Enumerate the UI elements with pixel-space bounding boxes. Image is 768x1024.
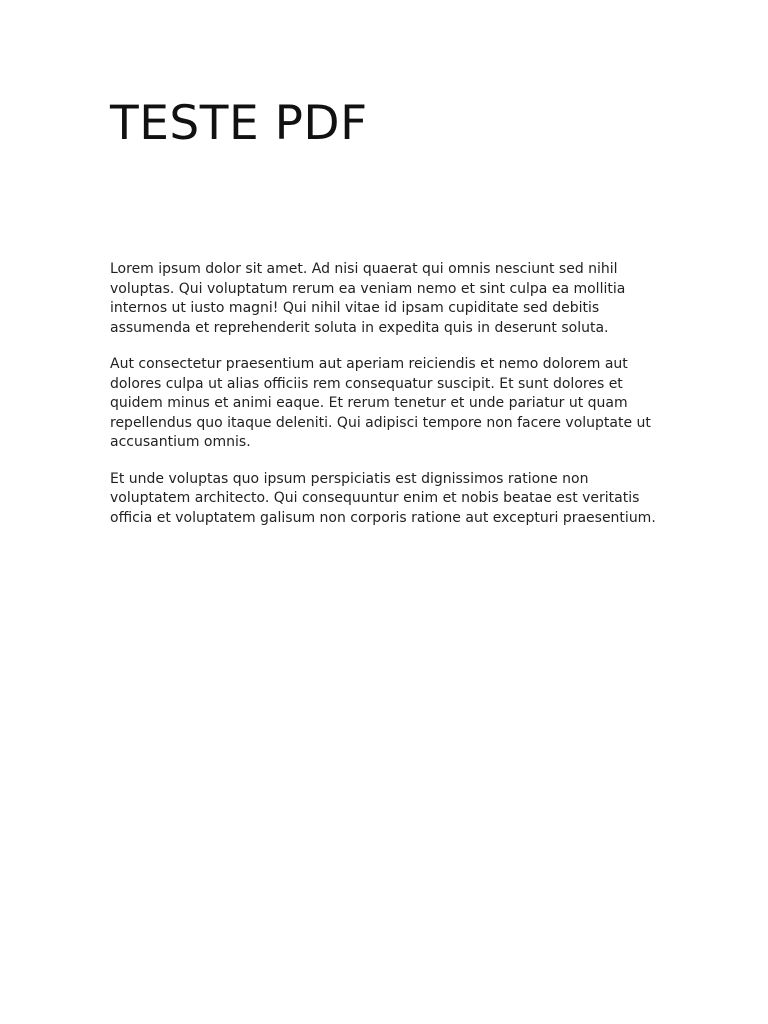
paragraph-3: Et unde voluptas quo ipsum perspiciatis est dignissimos ratione non voluptatem architecto. Qui consequuntur enim et nobis beatae est veritatis officia et voluptatem galisum non corporis ratione aut excepturi praesentium. bbox=[110, 470, 656, 526]
document-title: TESTE PDF bbox=[110, 96, 368, 151]
document-body bbox=[110, 260, 670, 545]
paragraph-1: Lorem ipsum dolor sit amet. Ad nisi quaerat qui omnis nesciunt sed nihil voluptas. Qui voluptatum rerum ea veniam nemo et sint culpa ea mollitia internos ut iusto magni! Qui nihil vitae id ipsam cupiditate sed debitis assumenda et reprehenderit soluta in expedita quis in deserunt soluta. bbox=[110, 261, 626, 336]
paragraph-2: Aut consectetur praesentium aut aperiam reiciendis et nemo dolorem aut dolores culpa ut alias officiis rem consequatur suscipit. Et sunt dolores et quidem minus et animi eaque. Et rerum tenetur et unde pariatur ut quam repellendus quo itaque deleniti. Qui adipisci tempore non facere voluptate ut accusantium omnis. bbox=[110, 356, 651, 450]
